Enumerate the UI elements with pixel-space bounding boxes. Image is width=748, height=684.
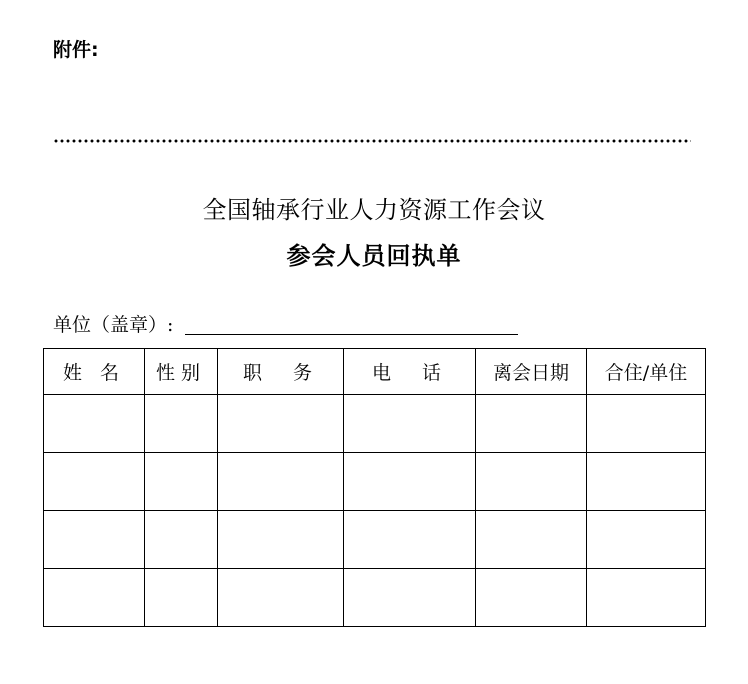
table-cell[interactable]: [145, 395, 218, 453]
attachment-label: 附件:: [53, 39, 99, 61]
unit-input-line[interactable]: [185, 334, 518, 335]
table-cell[interactable]: [145, 453, 218, 511]
table-cell[interactable]: [344, 511, 476, 569]
table-header-row: [44, 349, 706, 395]
table-row: [44, 395, 706, 453]
table-cell[interactable]: [44, 511, 145, 569]
table-cell[interactable]: [344, 569, 476, 627]
table-cell[interactable]: [587, 569, 706, 627]
table-cell[interactable]: [44, 569, 145, 627]
table-cell[interactable]: [44, 395, 145, 453]
table-cell[interactable]: [587, 395, 706, 453]
attendee-table: [43, 348, 706, 627]
table-cell[interactable]: [218, 395, 344, 453]
dotted-separator: [53, 139, 691, 143]
table-cell[interactable]: [145, 511, 218, 569]
table-cell[interactable]: [476, 453, 587, 511]
table-cell[interactable]: [476, 511, 587, 569]
header-phone: 电 话: [344, 349, 476, 395]
table-cell[interactable]: [476, 395, 587, 453]
header-name: 姓 名: [44, 349, 145, 395]
table-cell[interactable]: [44, 453, 145, 511]
table-cell[interactable]: [587, 511, 706, 569]
header-position: 职 务: [218, 349, 344, 395]
table-row: [44, 569, 706, 627]
header-gender: 性别: [145, 349, 218, 395]
table-cell[interactable]: [344, 395, 476, 453]
table-row: [44, 453, 706, 511]
table-cell[interactable]: [218, 453, 344, 511]
table-cell[interactable]: [587, 453, 706, 511]
table-cell[interactable]: [218, 569, 344, 627]
table-cell[interactable]: [476, 569, 587, 627]
table-cell[interactable]: [218, 511, 344, 569]
document-subtitle: 参会人员回执单: [286, 242, 462, 270]
document-title: 全国轴承行业人力资源工作会议: [202, 196, 546, 224]
header-departure-date: 离会日期: [476, 349, 587, 395]
table-cell[interactable]: [145, 569, 218, 627]
unit-label: 单位（盖章）:: [53, 314, 174, 336]
table-cell[interactable]: [344, 453, 476, 511]
table-row: [44, 511, 706, 569]
header-room-type: 合住/单住: [587, 349, 706, 395]
unit-field-row: [53, 313, 518, 337]
